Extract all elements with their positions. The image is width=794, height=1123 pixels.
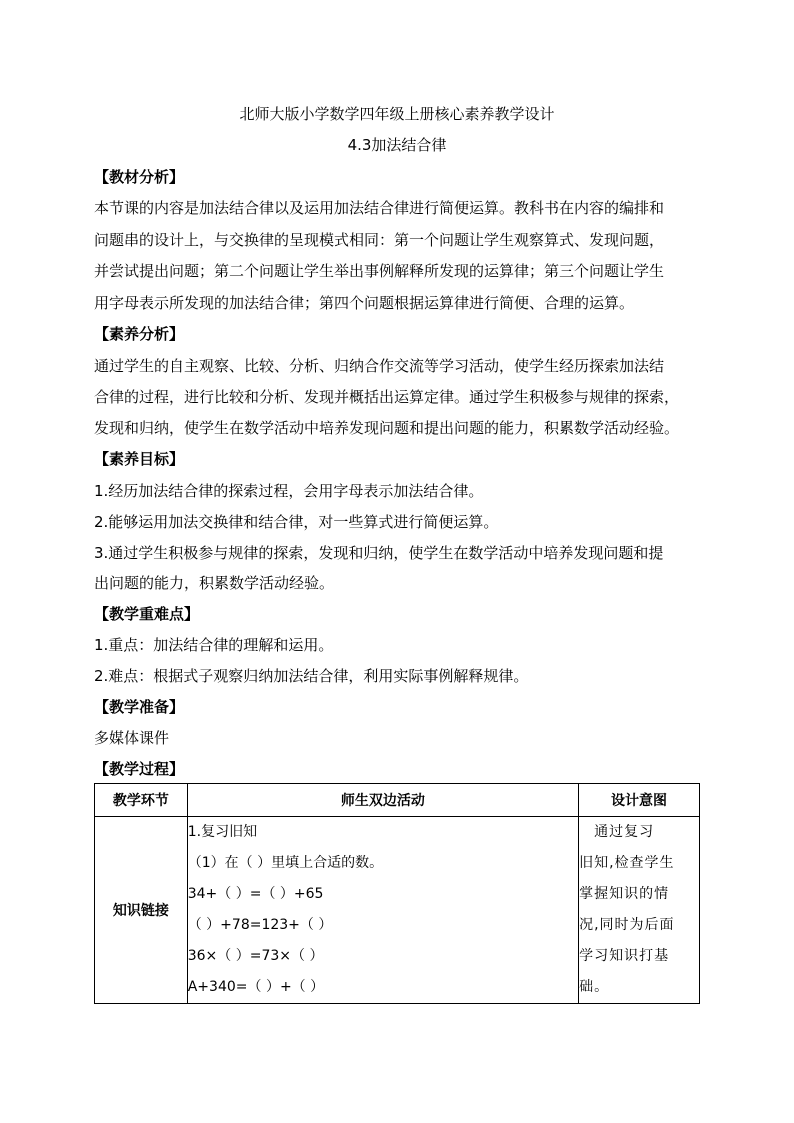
section-heading-material: 【教材分析】	[94, 168, 185, 186]
keypoint-line: 1.重点：加法结合律的理解和运用。	[94, 636, 334, 654]
activity-line: A+340=（ ）+（ ）	[187, 979, 325, 995]
literacy-line: 发现和归纳，使学生在数学活动中培养发现问题和提出问题的能力，积累数学活动经验。	[94, 419, 680, 437]
section-heading-literacy: 【素养分析】	[94, 325, 185, 343]
section-heading-prep: 【教学准备】	[94, 698, 185, 716]
literacy-line: 合律的过程，进行比较和分析、发现并概括出运算定律。通过学生积极参与规律的探索，	[94, 388, 680, 406]
section-heading-keypoints: 【教学重难点】	[94, 605, 200, 623]
literacy-line: 通过学生的自主观察、比较、分析、归纳合作交流等学习活动，使学生经历探索加法结	[94, 357, 665, 375]
activity-line: 36×（ ）=73×（ ）	[187, 948, 324, 964]
prep-line: 多媒体课件	[94, 729, 170, 747]
intent-line: 旧知,检查学生	[579, 855, 675, 871]
intent-line: 础。	[579, 979, 610, 995]
keypoint-line: 2.难点：根据式子观察归纳加法结合律，利用实际事例解释规律。	[94, 667, 529, 685]
intent-line: 掌握知识的情	[579, 886, 670, 902]
material-line: 本节课的内容是加法结合律以及运用加法结合律进行简便运算。教科书在内容的编排和	[94, 199, 665, 217]
activity-line: 1.复习旧知	[187, 824, 258, 840]
table-header-row	[95, 784, 700, 817]
lesson-title: 4.3加法结合律	[347, 136, 447, 154]
goal-line: 3.通过学生积极参与规律的探索，发现和归纳，使学生在数学活动中培养发现问题和提	[94, 544, 664, 562]
intent-cell	[579, 817, 700, 1004]
material-line: 问题串的设计上，与交换律的呈现模式相同：第一个问题让学生观察算式、发现问题，	[94, 231, 665, 249]
goal-line: 2.能够运用加法交换律和结合律，对一些算式进行简便运算。	[94, 513, 499, 531]
intent-line: 通过复习	[579, 824, 655, 840]
column-header-activity: 师生双边活动	[187, 784, 578, 817]
goal-line: 出问题的能力，积累数学活动经验。	[94, 574, 335, 592]
material-line: 并尝试提出问题；第二个问题让学生举出事例解释所发现的运算律；第三个问题让学生	[94, 262, 665, 280]
section-heading-process: 【教学过程】	[94, 760, 185, 778]
process-table	[94, 783, 700, 1004]
table-row	[95, 817, 700, 1004]
section-heading-goals: 【素养目标】	[94, 450, 185, 468]
stage-cell: 知识链接	[95, 817, 188, 1004]
intent-line: 学习知识打基	[579, 948, 670, 964]
activity-line: 34+（ ）=（ ）+65	[187, 886, 324, 902]
intent-line: 况,同时为后面	[579, 917, 675, 933]
column-header-stage: 教学环节	[95, 784, 188, 817]
activity-line: （ ）+78=123+（ ）	[187, 917, 333, 933]
document-title: 北师大版小学数学四年级上册核心素养教学设计	[239, 105, 555, 123]
column-header-intent: 设计意图	[579, 784, 700, 817]
material-line: 用字母表示所发现的加法结合律；第四个问题根据运算律进行简便、合理的运算。	[94, 294, 635, 312]
goal-line: 1.经历加法结合律的探索过程，会用字母表示加法结合律。	[94, 482, 484, 500]
activity-cell	[187, 817, 578, 1004]
activity-line: （1）在（ ）里填上合适的数。	[187, 855, 384, 871]
